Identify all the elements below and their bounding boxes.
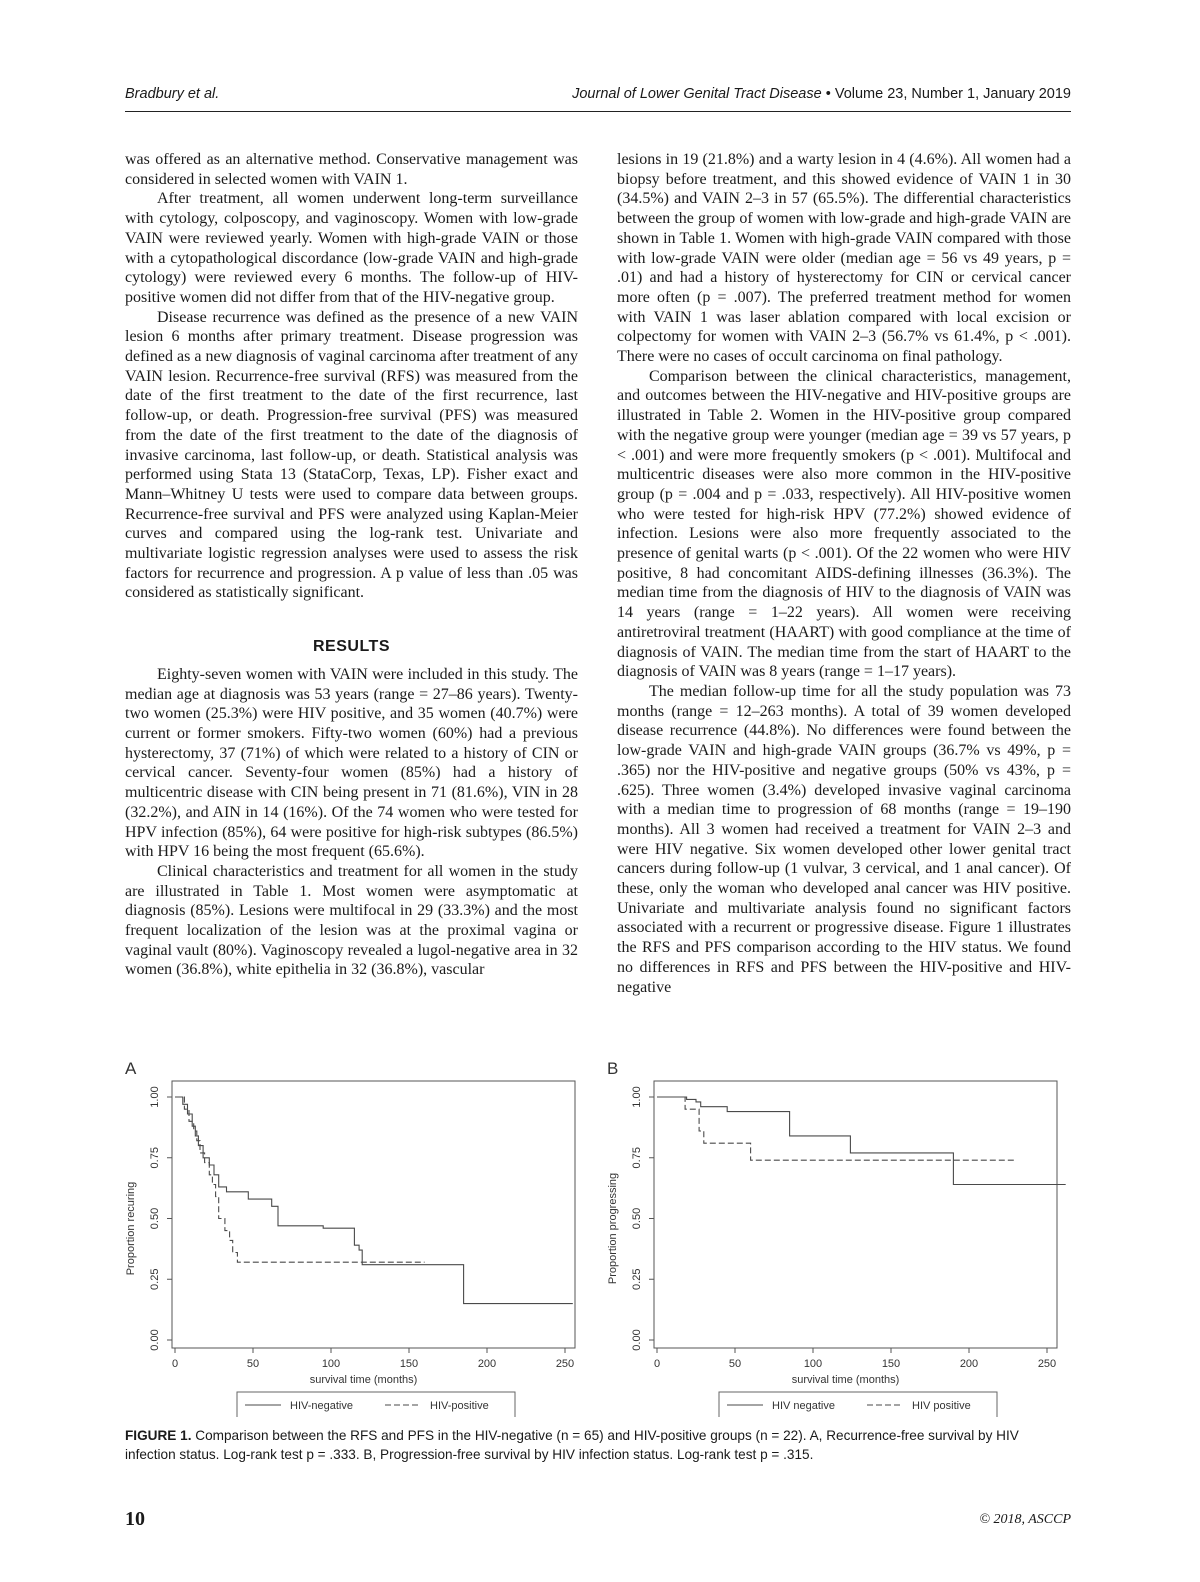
paragraph: The median follow-up time for all the study population was 73 months (range = 12–263 months). A total of 39 women developed disease recurrence (44.8%). No differences were found between the low-grade VAIN and high-grade VAIN groups (36.7% vs 49%, p = .365) nor the HIV-positive and negative groups (50% vs 43%, p = .625). Three women (3.4%) developed invasive vaginal carcinoma with a median time to progression of 68 months (range = 19–190 months). All 3 women had received a treatment for VAIN 2–3 and were HIV negative. Six women developed other lower genital tract cancers during follow-up (1 vulvar, 3 cervical, and 1 anal cancer). Of these, only the woman who developed anal cancer was HIV positive. Univariate and multivariate analysis found no significant factors associated with a recurrent or progressive disease. Figure 1 illustrates the RFS and PFS comparison according to the HIV status. We found no differences in RFS and PFS between the HIV-positive and HIV-negative: [617, 682, 1071, 996]
header-journal-info: [572, 86, 1071, 102]
x-tick-label: 150: [399, 1358, 419, 1370]
caption-label: FIGURE 1.: [125, 1428, 192, 1443]
paragraph: lesions in 19 (21.8%) and a warty lesion in 4 (4.6%). All women had a biopsy before treatment, and this showed evidence of VAIN 1 in 30 (34.5%) and VAIN 2–3 in 57 (65.5%). The differential characteristics between the group of women with low-grade and high-grade VAIN are shown in Table 1. Women with high-grade VAIN compared with those with low-grade VAIN were older (median age = 56 vs 49 years, p = .01) and had a history of hysterectomy for CIN or cervical cancer more often (p = .007). The preferred treatment method for women with VAIN 1 was laser ablation compared with local excision or colpectomy for women with VAIN 2–3 (56.7% vs 61.4%, p < .001). There were no cases of occult carcinoma on final pathology.: [617, 151, 1071, 366]
series-line-hiv-positive: [175, 1097, 425, 1262]
y-tick-label: 0.50: [149, 1207, 161, 1230]
page-number: 10: [125, 1508, 145, 1530]
series-line-hiv-negative: [175, 1097, 573, 1304]
figure-caption: [125, 1426, 1071, 1464]
y-tick-label: 0.50: [631, 1207, 643, 1230]
x-axis-label: survival time (months): [309, 1374, 418, 1386]
header-volume: Volume 23, Number 1, January 2019: [834, 86, 1071, 102]
paragraph: Eighty-seven women with VAIN were included in this study. The median age at diagnosis was 53 years (range = 27–86 years). Twenty-two women (25.3%) were HIV positive, and 35 women (40.7%) were current or former smokers. Fifty-two women (60%) had a previous hysterectomy, 37 (71%) of which were related to a history of CIN or cervical cancer. Seventy-four women (85%) had a history of multicentric disease with CIN being present in 71 (81.6%), VIN in 28 (32.2%), and AIN in 14 (16%). Of the 74 women who were tested for HPV infection (85%), 64 were positive for high-risk subtypes (86.5%) with HPV 16 being the most frequent (65.6%).: [125, 665, 578, 861]
y-tick-label: 0.25: [149, 1268, 161, 1290]
paragraph: Clinical characteristics and treatment for all women in the study are illustrated in Table 1. Most women were asymptomatic at diagnosis (85%). Lesions were multifocal in 29 (33.3%) and the most frequent localization of the lesion was at the proximal vagina or vaginal vault (80%). Vaginoscopy revealed a lugol-negative area in 32 women (36.8%), white epithelia in 32 (36.8%), vascular: [125, 862, 578, 979]
paragraph: After treatment, all women underwent long-term surveillance with cytology, colposcopy, and vaginoscopy. Women with low-grade VAIN were reviewed yearly. Women with high-grade VAIN or those with a cytopathological discordance (low-grade VAIN and high-grade cytology) were reviewed every 6 months. The follow-up of HIV-positive women did not differ from that of the HIV-negative group.: [125, 190, 578, 306]
caption-text: Comparison between the RFS and PFS in the HIV-negative (n = 65) and HIV-positive groups (n = 22). A, Recurrence-free survival by HIV infection status. Log-rank test p = .333. B, Progression-free survival by HIV infection status. Log-rank test p = .315.: [125, 1428, 1019, 1462]
running-header: [125, 86, 1071, 108]
x-tick-label: 0: [653, 1358, 661, 1370]
kaplan-meier-chart-b: [602, 1055, 1072, 1417]
legend-entry: HIV-negative: [290, 1400, 353, 1412]
plot-frame: [654, 1081, 1057, 1348]
legend-entry: HIV-positive: [430, 1400, 489, 1412]
y-tick-label: 0.25: [631, 1268, 643, 1290]
y-tick-label: 1.00: [149, 1086, 161, 1108]
x-tick-label: 250: [1037, 1358, 1057, 1370]
y-axis-label: Proportion recuring: [125, 1181, 137, 1276]
right-column: [617, 150, 1071, 997]
x-tick-label: 100: [803, 1358, 823, 1370]
kaplan-meier-chart-a: [120, 1055, 590, 1417]
legend-entry: HIV negative: [772, 1400, 835, 1412]
x-tick-label: 200: [959, 1358, 979, 1370]
x-tick-label: 150: [881, 1358, 901, 1370]
x-tick-label: 0: [171, 1358, 179, 1370]
x-tick-label: 100: [321, 1358, 341, 1370]
x-tick-label: 200: [477, 1358, 497, 1370]
legend-entry: HIV positive: [912, 1400, 971, 1412]
y-axis-label: Proportion progressing: [607, 1172, 619, 1285]
figure-panel-b: [602, 1055, 1072, 1422]
x-axis-label: survival time (months): [791, 1374, 900, 1386]
series-line-hiv-negative: [657, 1097, 1066, 1185]
results-heading: RESULTS: [313, 638, 390, 656]
y-tick-label: 0.00: [631, 1329, 643, 1351]
figure-panel-a: [120, 1055, 590, 1422]
panel-label: A: [125, 1059, 137, 1078]
y-tick-label: 1.00: [631, 1086, 643, 1108]
x-tick-label: 50: [246, 1358, 260, 1370]
header-journal: Journal of Lower Genital Tract Disease: [572, 86, 822, 102]
left-column: [125, 150, 578, 980]
copyright: © 2018, ASCCP: [979, 1512, 1071, 1527]
x-tick-label: 250: [555, 1358, 575, 1370]
paragraph: Disease recurrence was defined as the presence of a new VAIN lesion 6 months after primary treatment. Disease progression was defined as a new diagnosis of vaginal carcinoma after treatment of any VAIN lesion. Recurrence-free survival (RFS) was measured from the date of the first treatment to the date of the first recurrence, last follow-up, or death. Progression-free survival (PFS) was measured from the date of the first treatment to the date of the diagnosis of invasive carcinoma, last follow-up, or death. Statistical analysis was performed using Stata 13 (StataCorp, Texas, LP). Fisher exact and Mann–Whitney U tests were used to compare data between groups. Recurrence-free survival and PFS were analyzed using Kaplan-Meier curves and compared using the log-rank test. Univariate and multivariate logistic regression analyses were used to assess the risk factors for recurrence and progression. A p value of less than .05 was considered as statistically significant.: [125, 308, 578, 602]
y-tick-label: 0.75: [149, 1147, 161, 1169]
header-authors: Bradbury et al.: [125, 86, 220, 102]
panel-label: B: [607, 1059, 619, 1078]
x-tick-label: 50: [728, 1358, 742, 1370]
y-tick-label: 0.75: [631, 1147, 643, 1169]
header-bullet: •: [825, 86, 831, 102]
plot-frame: [172, 1081, 575, 1348]
paragraph: was offered as an alternative method. Conservative management was considered in selected women with VAIN 1.: [125, 151, 578, 188]
header-rule: [125, 111, 1071, 112]
y-tick-label: 0.00: [149, 1329, 161, 1351]
paragraph: Comparison between the clinical characteristics, management, and outcomes between the HIV-negative and HIV-positive groups are illustrated in Table 2. Women in the HIV-positive group compared with the negative group were younger (median age = 39 vs 57 years, p < .001) and were more frequently smokers (p < .001). Multifocal and multicentric diseases were also more common in the HIV-positive group (p = .004 and p = .033, respectively). All HIV-positive women who were tested for high-risk HPV (77.2%) showed evidence of infection. Lesions were also more frequently associated to the presence of genital warts (p < .001). Of the 22 women who were HIV positive, 8 had concomitant AIDS-defining illnesses (36.3%). The median time from the diagnosis of HIV to the diagnosis of VAIN was 14 years (range = 1–22 years). All women were receiving antiretroviral treatment (HAART) with good compliance at the time of diagnosis of VAIN. The median time from the start of HAART to the diagnosis of VAIN was 8 years (range = 1–17 years).: [617, 367, 1071, 681]
